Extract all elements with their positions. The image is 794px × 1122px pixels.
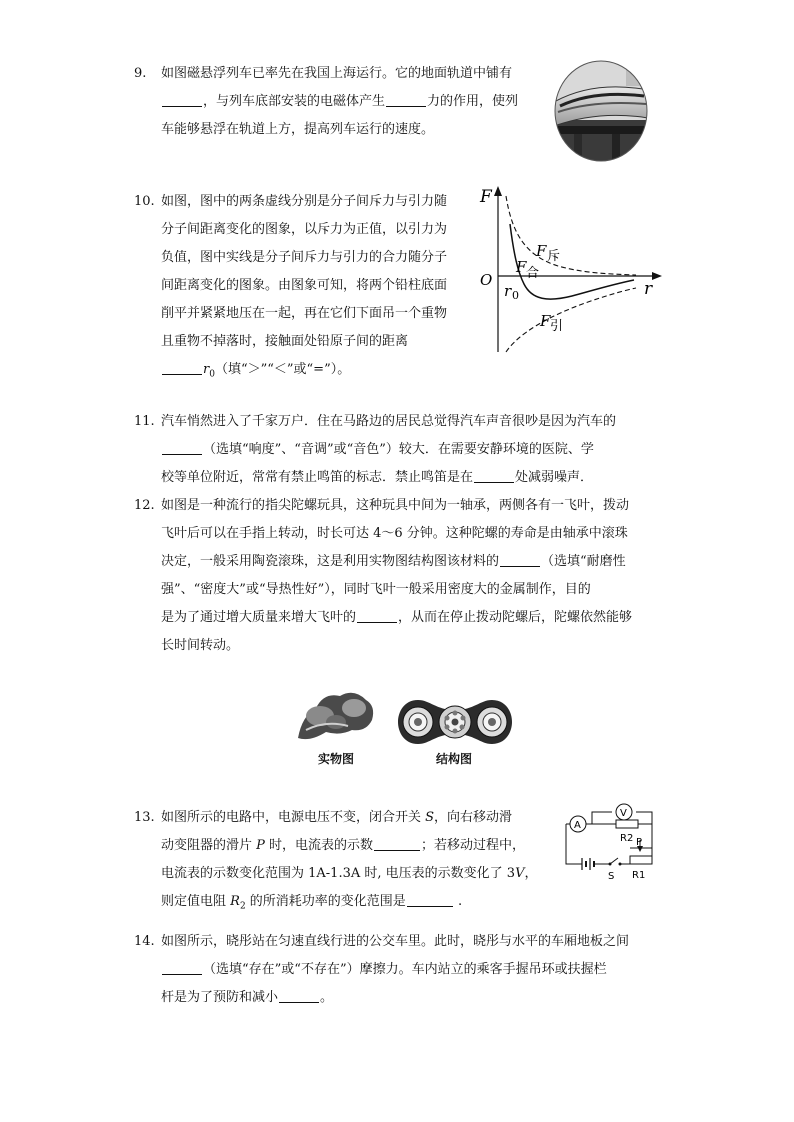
question-text: 飞叶后可以在手指上转动，时长可达 4～6 分钟。这种陀螺的寿命是由轴承中滚珠: [161, 526, 628, 541]
question-text: 汽车悄然进入了千家万户．住在马路边的居民总觉得汽车声音很吵是因为汽车的: [161, 414, 617, 429]
answer-blank[interactable]: [500, 552, 540, 567]
question-number: 11.: [134, 414, 155, 429]
answer-blank[interactable]: [374, 836, 420, 851]
svg-text:P: P: [636, 837, 643, 848]
f-repel-label: F: [536, 242, 547, 260]
question-text: 车能够悬浮在轨道上方，提高列车运行的速度。: [161, 122, 435, 137]
f-attract-sub: 引: [550, 319, 564, 334]
question-text: 如图所示的电路中，电源电压不变，闭合开关 S，向右移动滑: [161, 810, 513, 825]
question-text: 且重物不掉落时，接触面处铅原子间的距离: [161, 334, 409, 349]
question-text: 杆是为了预防和减小 。: [161, 990, 334, 1005]
answer-blank[interactable]: [279, 988, 319, 1003]
maglev-train-photo: [554, 60, 648, 162]
svg-text:R2: R2: [620, 833, 634, 844]
x-axis-label: r: [644, 279, 653, 299]
question-number: 13.: [134, 810, 155, 825]
question-text: 间距离变化的图象。由图象可知，将两个铅柱底面: [161, 278, 448, 293]
center-bearing: [439, 706, 471, 738]
question-body: [161, 928, 629, 1012]
caption-structure: 结构图: [436, 752, 473, 766]
question-number: 9.: [134, 66, 147, 81]
answer-blank[interactable]: [474, 468, 514, 483]
r0-sub: 0: [512, 289, 519, 302]
f-attract-label: F: [540, 312, 551, 330]
question-text: 如图是一种流行的指尖陀螺玩具，这种玩具中间为一轴承，两侧各有一飞叶，拨动: [161, 498, 630, 513]
question-number: 12.: [134, 498, 155, 513]
question-body: [161, 492, 632, 660]
x-axis-arrow: [652, 272, 662, 280]
question-body: [161, 408, 616, 492]
f-net-label: F: [516, 258, 527, 276]
f-net-sub: 合: [526, 266, 540, 281]
svg-text:A: A: [574, 820, 581, 831]
r0-label: r: [504, 282, 512, 300]
question-text: 是为了通过增大质量来增大飞叶的 ，从而在停止拨动陀螺后，陀螺依然能够: [161, 610, 633, 625]
question-text: 则定值电阻 $R_2$ 的所消耗功率的变化范围是 .: [161, 894, 463, 912]
question-text: 如图所示，晓彤站在匀速直线行进的公交车里。此时，晓彤与水平的车厢地板之间: [161, 934, 630, 949]
answer-blank[interactable]: [162, 92, 202, 107]
molecular-force-graph: [478, 184, 662, 356]
question-number: 14.: [134, 934, 155, 949]
question-text: 长时间转动。: [161, 638, 240, 653]
f-repel-sub: 斥: [547, 249, 561, 264]
fidget-spinner-structure: [396, 698, 514, 746]
question-body: [161, 188, 447, 384]
question-text: 如图磁悬浮列车已率先在我国上海运行。它的地面轨道中铺有: [161, 66, 513, 81]
question-text: 如图，图中的两条虚线分别是分子间斥力与引力随: [161, 194, 448, 209]
question-text: 动变阻器的滑片 P 时，电流表的示数 ；若移动过程中，: [161, 838, 526, 853]
right-bearing: [477, 707, 507, 737]
y-axis-label: F: [480, 187, 492, 207]
answer-blank[interactable]: [357, 608, 397, 623]
caption-photo: 实物图: [318, 752, 355, 766]
question-text: 削平并紧紧地压在一起，再在它们下面吊一个重物: [161, 306, 448, 321]
switch: [610, 858, 618, 864]
resistor-r2: [616, 820, 638, 828]
fidget-spinner-photo: [296, 686, 380, 746]
svg-text:S: S: [608, 871, 615, 882]
question-text: $r_0$（填“＞”“＜”或“=”）。: [161, 356, 447, 384]
circuit-diagram: [556, 796, 660, 882]
question-text: 校等单位附近，常常有禁止鸣笛的标志．禁止鸣笛是在 处减弱噪声．: [161, 470, 594, 485]
answer-blank[interactable]: [162, 440, 202, 455]
question-body: [161, 804, 537, 916]
question-text: 决定，一般采用陶瓷滚珠，这是利用实物图结构图该材料的 （选填“耐磨性: [161, 554, 626, 569]
y-axis-arrow: [494, 186, 502, 196]
question-text: 负值，图中实线是分子间斥力与引力的合力随分子: [161, 250, 448, 265]
question-text: （选填“响度”、“音调”或“音色”）较大．在需要安静环境的医院、学: [161, 436, 616, 464]
question-text: 电流表的示数变化范围为 1A-1.3A 时, 电压表的示数变化了 3V，: [161, 866, 538, 881]
question-number: 10.: [134, 194, 155, 209]
svg-text:R1: R1: [632, 870, 646, 881]
answer-blank[interactable]: [386, 92, 426, 107]
rheostat-r1: [630, 856, 652, 864]
question-text: 分子间距离变化的图象，以斥力为正值，以引力为: [161, 222, 448, 237]
question-body: [161, 60, 518, 144]
svg-text:V: V: [620, 808, 627, 819]
net-force-curve: [510, 224, 634, 299]
question-text: ，与列车底部安装的电磁体产生 力的作用，使列: [161, 88, 518, 116]
question-text: （选填“存在”或“不存在”）摩擦力。车内站立的乘客手握吊环或扶握栏: [161, 956, 629, 984]
answer-blank[interactable]: [162, 960, 202, 975]
origin-label: O: [480, 271, 493, 289]
question-text: 强”、“密度大”或“导热性好”），同时飞叶一般采用密度大的金属制作，目的: [161, 582, 591, 597]
left-bearing: [403, 707, 433, 737]
attraction-curve: [506, 288, 636, 352]
answer-blank[interactable]: [407, 892, 453, 907]
answer-blank[interactable]: [162, 360, 202, 375]
